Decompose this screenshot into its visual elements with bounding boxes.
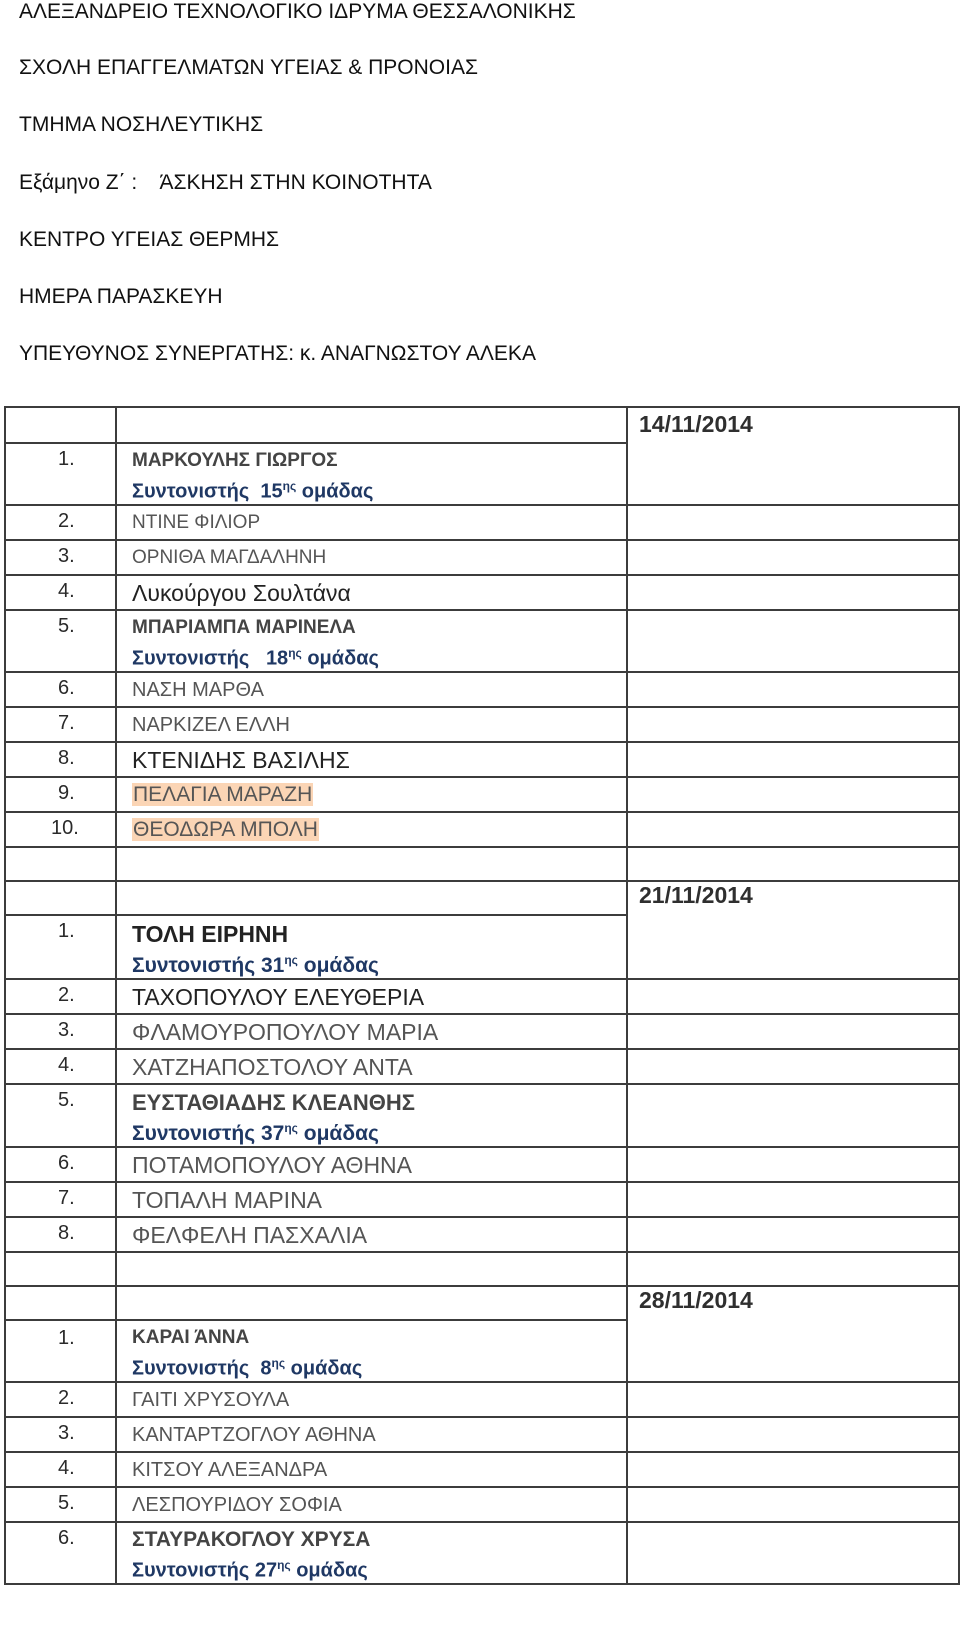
- member-name: ΤΟΛΗ ΕΙΡΗΝΗ: [132, 921, 289, 947]
- member-name: ΤΟΠΑΛΗ ΜΑΡΙΝΑ: [132, 1187, 323, 1213]
- member-name: ΝΑΣΗ ΜΑΡΘΑ: [132, 679, 265, 701]
- session-date: 28/11/2014: [639, 1287, 753, 1313]
- coordinator-note: Συντονιστής $18^{\eta\varsigma}$ ομάδας: [132, 646, 379, 670]
- member-number: 2.: [58, 1387, 75, 1409]
- date-cell: [627, 777, 959, 812]
- member-number: 8.: [58, 747, 75, 769]
- date-cell: [627, 881, 959, 979]
- date-cell: [627, 1049, 959, 1084]
- table-row: [5, 1049, 959, 1084]
- table-row: [5, 1217, 959, 1252]
- table-row: [5, 1084, 959, 1147]
- member-name: ΜΠΑΡΙΑΜΠΑ ΜΑΡΙΝΕΛΑ: [132, 617, 356, 638]
- member-number: 7.: [58, 1187, 75, 1209]
- roster-table: [4, 406, 960, 1585]
- date-cell: [627, 812, 959, 847]
- coordinator-note: Συντονιστής $8^{\eta\varsigma}$ ομάδας: [132, 1356, 363, 1380]
- date-cell: [627, 1014, 959, 1049]
- institution-name: ΑΛΕΞΑΝΔΡΕΙΟ ΤΕΧΝΟΛΟΓΙΚΟ ΙΔΡΥΜΑ ΘΕΣΣΑΛΟΝΙΚΗΣ: [19, 0, 576, 23]
- spacer-row: [5, 847, 959, 881]
- member-number: 9.: [58, 782, 75, 804]
- member-number: 2.: [58, 984, 75, 1006]
- date-cell: [627, 540, 959, 575]
- member-name: ΓΑΙΤΙ ΧΡΥΣΟΥΛΑ: [132, 1389, 290, 1411]
- day-line: ΗΜΕΡΑ ΠΑΡΑΣΚΕΥΗ: [19, 285, 223, 308]
- member-name: ΛΕΣΠΟΥΡΙΔΟΥ ΣΟΦΙΑ: [132, 1494, 342, 1516]
- member-name: ΦΛΑΜΟΥΡΟΠΟΥΛΟΥ ΜΑΡΙΑ: [132, 1019, 439, 1045]
- table-row: [5, 505, 959, 540]
- name-cell: [116, 407, 627, 443]
- coordinator-note: Συντονιστής $31^{\eta\varsigma}$ ομάδας: [132, 953, 379, 977]
- table-row: [5, 1014, 959, 1049]
- table-row: [5, 777, 959, 812]
- member-number: 3.: [58, 1422, 75, 1444]
- coordinator-note: Συντονιστής $15^{\eta\varsigma}$ ομάδας: [132, 479, 374, 503]
- member-name: ΦΕΛΦΕΛΗ ΠΑΣΧΑΛΙΑ: [132, 1222, 368, 1248]
- table-row: [5, 1522, 959, 1584]
- member-number: 2.: [58, 510, 75, 532]
- date-cell: [627, 1084, 959, 1147]
- health-center-name: ΚΕΝΤΡΟ ΥΓΕΙΑΣ ΘΕΡΜΗΣ: [19, 228, 280, 251]
- member-name: ΠΕΛΑΓΙΑ ΜΑΡΑΖΗ: [133, 783, 313, 806]
- date-cell: [627, 1382, 959, 1417]
- table-row: [5, 979, 959, 1014]
- member-name: ΧΑΤΖΗΑΠΟΣΤΟΛΟΥ ΑΝΤΑ: [132, 1054, 413, 1080]
- table-row: [5, 575, 959, 610]
- date-cell: [627, 610, 959, 672]
- date-cell: [627, 1452, 959, 1487]
- member-number: 1.: [58, 1327, 75, 1349]
- member-number: 10.: [51, 817, 79, 839]
- table-row: [5, 407, 959, 443]
- member-name: ΘΕΟΔΩΡΑ ΜΠΟΛΗ: [133, 818, 318, 841]
- member-name: ΠΟΤΑΜΟΠΟΥΛΟΥ ΑΘΗΝΑ: [132, 1152, 413, 1178]
- member-name: ΟΡΝΙΘΑ ΜΑΓΔΑΛΗΝΗ: [132, 547, 327, 568]
- date-cell: [627, 1217, 959, 1252]
- table-row: [5, 1182, 959, 1217]
- coordinator-note: Συντονιστής $37^{\eta\varsigma}$ ομάδας: [132, 1121, 379, 1145]
- member-number: 5.: [58, 1089, 75, 1111]
- date-cell: [627, 505, 959, 540]
- session-date: 14/11/2014: [639, 411, 753, 437]
- table-row: [5, 1452, 959, 1487]
- member-name: ΚΤΕΝΙΔΗΣ ΒΑΣΙΛΗΣ: [132, 747, 350, 773]
- table-row: [5, 540, 959, 575]
- date-cell: [627, 407, 959, 505]
- member-name: ΜΑΡΚΟΥΛΗΣ ΓΙΩΡΓΟΣ: [132, 450, 338, 471]
- date-cell: [627, 742, 959, 777]
- table-row: [5, 1487, 959, 1522]
- member-number: 8.: [58, 1222, 75, 1244]
- member-number: 3.: [58, 545, 75, 567]
- date-cell: [627, 707, 959, 742]
- member-name: ΚΙΤΣΟΥ ΑΛΕΞΑΝΔΡΑ: [132, 1459, 328, 1481]
- supervisor-line: ΥΠΕΥΘΥΝΟΣ ΣΥΝΕΡΓΑΤΗΣ: κ. ΑΝΑΓΝΩΣΤΟΥ ΑΛΕΚΑ: [19, 342, 536, 365]
- date-cell: [627, 1487, 959, 1522]
- table-row: [5, 1147, 959, 1182]
- date-cell: [627, 1522, 959, 1584]
- date-cell: [627, 1417, 959, 1452]
- department-name: ΤΜΗΜΑ ΝΟΣΗΛΕΥΤΙΚΗΣ: [19, 113, 264, 136]
- session-date: 21/11/2014: [639, 882, 753, 908]
- table-row: [5, 707, 959, 742]
- table-row: [5, 881, 959, 915]
- member-name: ΣΤΑΥΡΑΚΟΓΛΟΥ ΧΡΥΣΑ: [132, 1528, 371, 1551]
- member-number: 4.: [58, 1457, 75, 1479]
- member-name: ΝΤΙΝΕ ΦΙΛΙΟΡ: [132, 512, 261, 533]
- table-row: [5, 1382, 959, 1417]
- date-cell: [627, 1182, 959, 1217]
- table-row: [5, 1417, 959, 1452]
- member-number: 5.: [58, 1492, 75, 1514]
- member-name: ΕΥΣΤΑΘΙΑΔΗΣ ΚΛΕΑΝΘΗΣ: [132, 1090, 415, 1115]
- date-cell: [627, 672, 959, 707]
- member-name: ΝΑΡΚΙΖΕΛ ΕΛΛΗ: [132, 714, 290, 736]
- member-number: 4.: [58, 1054, 75, 1076]
- date-cell: [627, 1286, 959, 1382]
- table-row: [5, 812, 959, 847]
- member-number: 1.: [58, 920, 75, 942]
- table-row: [5, 1286, 959, 1320]
- member-number: 6.: [58, 677, 75, 699]
- member-number: 3.: [58, 1019, 75, 1041]
- date-cell: [627, 979, 959, 1014]
- member-number: 6.: [58, 1527, 75, 1549]
- spacer-row: [5, 1252, 959, 1286]
- school-name: ΣΧΟΛΗ ΕΠΑΓΓΕΛΜΑΤΩΝ ΥΓΕΙΑΣ & ΠΡΟΝΟΙΑΣ: [19, 56, 478, 79]
- date-cell: [627, 575, 959, 610]
- member-name: Λυκούργου Σουλτάνα: [132, 580, 351, 606]
- member-number: 1.: [58, 448, 75, 470]
- member-number: 7.: [58, 712, 75, 734]
- member-number: 6.: [58, 1152, 75, 1174]
- coordinator-note: Συντονιστής $27^{\eta\varsigma}$ ομάδας: [132, 1558, 368, 1582]
- member-name: ΚΑΡΑΙ ΆΝΝΑ: [132, 1327, 250, 1348]
- member-number: 5.: [58, 615, 75, 637]
- member-name: ΚΑΝΤΑΡΤΖΟΓΛΟΥ ΑΘΗΝΑ: [132, 1424, 376, 1446]
- member-name: ΤΑΧΟΠΟΥΛΟΥ ΕΛΕΥΘΕΡΙΑ: [132, 984, 425, 1010]
- date-cell: [627, 1147, 959, 1182]
- semester-line: Εξάμηνο Ζ΄ : ΆΣΚΗΣΗ ΣΤΗΝ ΚΟΙΝΟΤΗΤΑ: [19, 171, 432, 194]
- number-cell: [5, 407, 116, 443]
- table-row: [5, 742, 959, 777]
- table-row: [5, 610, 959, 672]
- member-number: 4.: [58, 580, 75, 602]
- table-row: [5, 672, 959, 707]
